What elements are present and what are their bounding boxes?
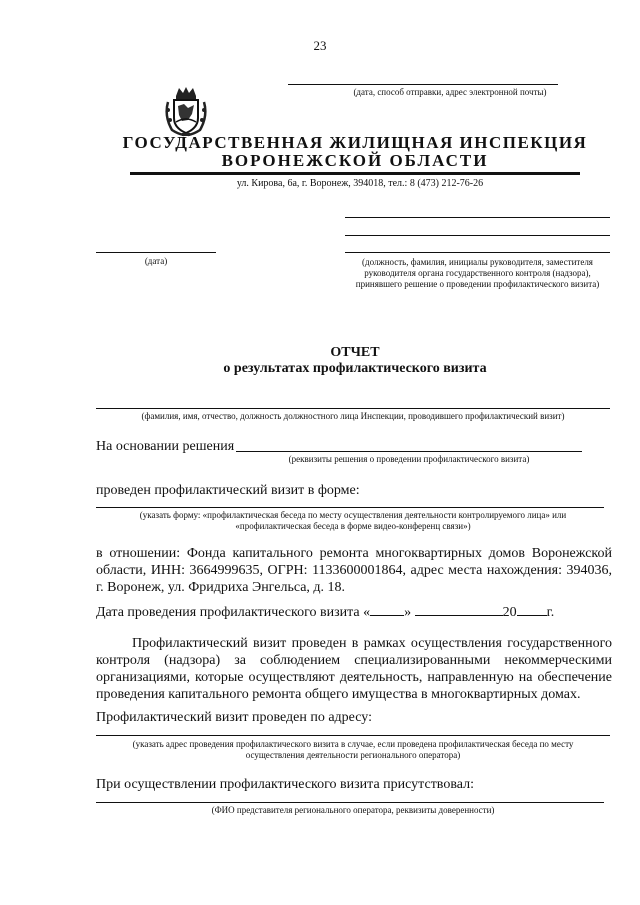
basis-line	[236, 451, 582, 452]
org-name-line1: ГОСУДАРСТВЕННАЯ ЖИЛИЩНАЯ ИНСПЕКЦИЯ	[122, 133, 588, 152]
basis-label: На основании решения	[96, 439, 235, 454]
visit-form-caption-1: (указать форму: «профилактическая беседа по месту осуществления деятельности контролируемого лица» или	[139, 510, 567, 520]
recipient-line-2	[345, 235, 610, 236]
attendee-caption: (ФИО представителя регионального оператора, реквизиты доверенности)	[211, 805, 495, 815]
attendee-line	[96, 802, 604, 803]
page-number: 23	[313, 38, 327, 53]
sent-date-line	[288, 84, 558, 85]
visit-date-year-suffix: г.	[546, 605, 555, 620]
inspector-line	[96, 408, 610, 409]
visit-date-row	[96, 603, 616, 621]
visit-form-line	[96, 507, 604, 508]
visit-date-year-prefix: 20	[502, 605, 517, 620]
report-subtitle: о результатах профилактического визита	[223, 361, 487, 376]
visit-form-label: проведен профилактический визит в форме:	[96, 483, 360, 498]
visit-date-day-blank	[370, 603, 404, 616]
visit-date-label: Дата проведения профилактического визита «	[96, 605, 371, 620]
description-paragraph: Профилактический визит проведен в рамках осуществления государственного контроля (надзора) за соблюдением специализированными некоммерческими организациями, которые осуществляют деятельность, направленную на обеспечение проведения капитального ремонта общего имущества в многоквартирных домах.	[96, 636, 612, 702]
subject-paragraph: в отношении: Фонда капитального ремонта многоквартирных домов Воронежской области, ИНН: 3664999635, ОГРН: 1133600001864, адрес места нахождения: 394036, г. Воронеж, ул. Фридриха Энгельса, д. 18.	[96, 546, 612, 595]
header-rule	[130, 172, 580, 175]
basis-caption: (реквизиты решения о проведении профилактического визита)	[288, 454, 530, 464]
org-address: ул. Кирова, 6а, г. Воронеж, 394018, тел.: 8 (473) 212-76-26	[236, 178, 484, 189]
recipient-line-1	[345, 217, 610, 218]
visit-date-year-blank	[517, 603, 547, 616]
inspector-caption: (фамилия, имя, отчество, должность должностного лица Инспекции, проводившего профилактический визит)	[141, 411, 565, 421]
visit-address-label: Профилактический визит проведен по адресу:	[96, 710, 372, 725]
visit-form-caption-2: «профилактическая беседа в форме видео-конференц связи»)	[235, 521, 471, 531]
date-line	[96, 252, 216, 253]
recipient-line-3	[345, 252, 610, 253]
attendee-label: При осуществлении профилактического визита присутствовал:	[96, 777, 474, 792]
visit-date-month-blank	[415, 603, 503, 616]
visit-date-quote: »	[404, 605, 412, 620]
date-caption: (дата)	[144, 256, 168, 266]
visit-address-caption-1: (указать адрес проведения профилактического визита в случае, если проведена профилактическая беседа по месту	[132, 739, 574, 749]
org-name-line2: ВОРОНЕЖСКОЙ ОБЛАСТИ	[221, 151, 489, 170]
emblem-icon	[162, 86, 210, 138]
recipient-caption: (должность, фамилия, инициалы руководителя, заместителя руководителя органа государственного контроля (надзора), принявшего решение о проведении профилактического визита)	[355, 257, 600, 289]
sent-date-caption: (дата, способ отправки, адрес электронной почты)	[353, 87, 547, 97]
report-title: ОТЧЕТ	[330, 345, 380, 360]
visit-address-line	[96, 735, 610, 736]
visit-address-caption-2: осуществления деятельности регионального оператора)	[245, 750, 461, 760]
